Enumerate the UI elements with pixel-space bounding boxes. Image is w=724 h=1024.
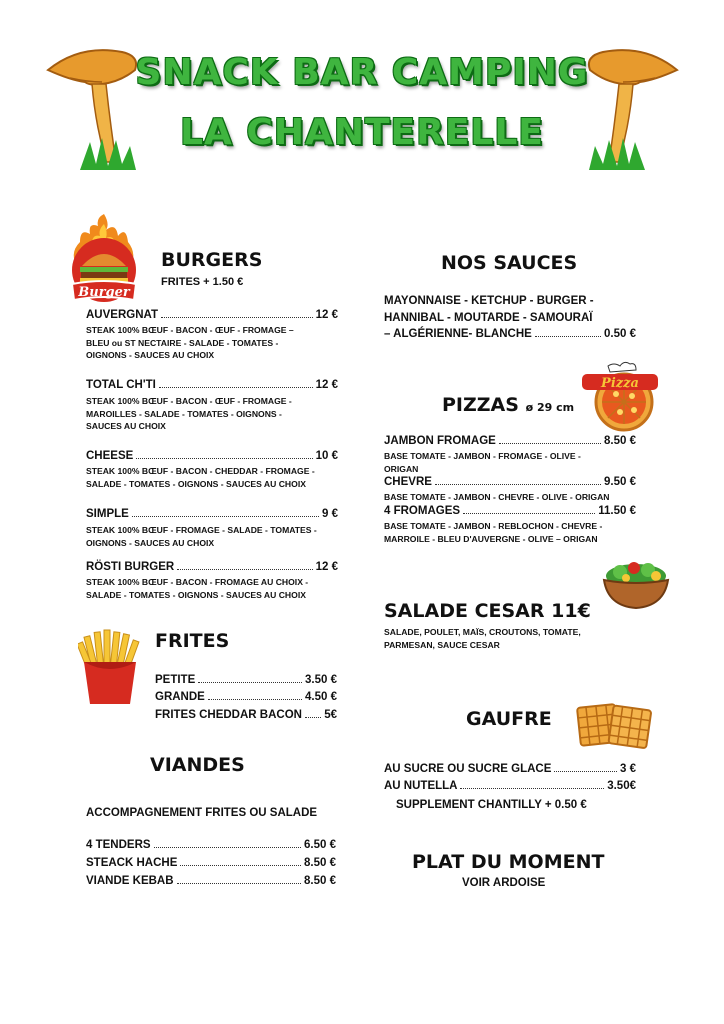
burgers-title: BURGERS — [161, 249, 263, 271]
item-price: 6.50 € — [304, 839, 336, 851]
sauces-price-row: – ALGÉRIENNE- BLANCHE 0.50 € — [384, 328, 636, 340]
burger-item-auvergnat — [86, 309, 338, 321]
burger-desc-total-chti: STEAK 100% BŒUF - BACON - ŒUF - FROMAGE - MAROILLES - SALADE - TOMATES - OIGNONS - SAUCES AU CHOIX — [86, 396, 292, 431]
item-price: 4.50 € — [305, 691, 337, 703]
waffle-icon — [575, 700, 655, 752]
item-name: CHEVRE — [384, 476, 432, 488]
item-price: 3.50 € — [305, 674, 337, 686]
plat-title: PLAT DU MOMENT — [412, 851, 605, 873]
viande-item-tenders — [86, 839, 336, 851]
item-price: 11.50 € — [598, 505, 636, 517]
item-name: CHEESE — [86, 450, 134, 462]
sauces-line-1: MAYONNAISE - KETCHUP - BURGER - — [384, 295, 594, 307]
burger-item-simple — [86, 508, 338, 520]
item-price: 8.50 € — [304, 857, 336, 869]
title-line-2: LA CHANTERELLE — [180, 112, 544, 153]
item-name: GRANDE — [155, 691, 205, 703]
fries-icon — [78, 628, 142, 706]
burger-item-total-chti — [86, 379, 338, 391]
burger-item-rosti — [86, 561, 338, 573]
salade-title: SALADE CESAR 11€ — [384, 600, 591, 622]
item-name: FRITES CHEDDAR BACON — [155, 709, 302, 721]
item-name: JAMBON FROMAGE — [384, 435, 496, 447]
burger-icon — [66, 212, 142, 304]
item-name: RÖSTI BURGER — [86, 561, 175, 573]
item-price: 3 € — [620, 763, 636, 775]
burger-desc-cheese: STEAK 100% BŒUF - BACON - CHEDDAR - FROMAGE - SALADE - TOMATES - OIGNONS - SAUCES AU CHOIX — [86, 466, 315, 489]
item-name: 4 FROMAGES — [384, 505, 461, 517]
burger-item-cheese — [86, 450, 338, 462]
item-price: 10 € — [315, 450, 338, 462]
frites-item-cheddar — [155, 709, 337, 721]
frites-item-petite — [155, 674, 337, 686]
burger-desc-simple: STEAK 100% BŒUF - FROMAGE - SALADE - TOMATES - OIGNONS - SAUCES AU CHOIX — [86, 525, 317, 548]
sauces-title: NOS SAUCES — [441, 252, 578, 274]
pizza-item-chevre — [384, 476, 636, 488]
frites-item-grande — [155, 691, 337, 703]
item-price: 9.50 € — [604, 476, 636, 488]
pizza-desc-chevre: BASE TOMATE - JAMBON - CHEVRE - OLIVE - ORIGAN — [384, 492, 610, 502]
item-name: TOTAL CH'TI — [86, 379, 156, 391]
viandes-title: VIANDES — [150, 754, 245, 776]
burger-desc-auvergnat: STEAK 100% BŒUF - BACON - ŒUF - FROMAGE – BLEU ou ST NECTAIRE - SALADE - TOMATES - OIGNONS - SAUCES AU CHOIX — [86, 325, 294, 360]
item-price: 3.50€ — [607, 780, 636, 792]
gaufre-item-sucre — [384, 763, 636, 775]
sauces-line-2: HANNIBAL - MOUTARDE - SAMOURAÏ — [384, 312, 593, 324]
salad-bowl-icon — [600, 556, 672, 612]
burgers-subtitle: FRITES + 1.50 € — [161, 276, 244, 288]
item-name: AU NUTELLA — [384, 780, 458, 792]
plat-subtitle: VOIR ARDOISE — [462, 877, 546, 889]
item-name: VIANDE KEBAB — [86, 875, 174, 887]
gaufre-title: GAUFRE — [466, 708, 552, 730]
viande-item-kebab — [86, 875, 336, 887]
pizzas-size: ø 29 cm — [525, 401, 575, 414]
item-price: 12 € — [315, 309, 338, 321]
pizzas-title: PIZZAS ø 29 cm — [442, 394, 575, 416]
burger-badge-text: Burger — [78, 285, 130, 300]
item-name: 4 TENDERS — [86, 839, 151, 851]
pizza-badge-text: Pizza — [601, 376, 639, 391]
item-price: 5€ — [324, 709, 337, 721]
item-price: 8.50 € — [304, 875, 336, 887]
frites-title: FRITES — [155, 630, 230, 652]
item-name: SIMPLE — [86, 508, 129, 520]
pizza-item-4-fromages — [384, 505, 636, 517]
item-price: 8.50 € — [604, 435, 636, 447]
gaufre-item-nutella — [384, 780, 636, 792]
item-price: 12 € — [315, 379, 338, 391]
burger-desc-rosti: STEAK 100% BŒUF - BACON - FROMAGE AU CHOIX - SALADE - TOMATES - OIGNONS - SAUCES AU CHOIX — [86, 577, 309, 600]
viandes-note: ACCOMPAGNEMENT FRITES OU SALADE — [86, 807, 318, 819]
item-name: AU SUCRE OU SUCRE GLACE — [384, 763, 552, 775]
pizza-desc-4-fromages: BASE TOMATE - JAMBON - REBLOCHON - CHEVRE - MARROILE - BLEU D'AUVERGNE - OLIVE – ORIGAN — [384, 521, 603, 544]
item-name: AUVERGNAT — [86, 309, 158, 321]
pizza-desc-jambon-fromage: BASE TOMATE - JAMBON - FROMAGE - OLIVE - ORIGAN — [384, 451, 581, 474]
item-price: 9 € — [322, 508, 338, 520]
pizza-icon — [580, 360, 660, 432]
item-price: 12 € — [315, 561, 338, 573]
pizza-item-jambon-fromage — [384, 435, 636, 447]
item-name: STEACK HACHE — [86, 857, 178, 869]
salade-desc: SALADE, POULET, MAÏS, CROUTONS, TOMATE, PARMESAN, SAUCE CESAR — [384, 627, 581, 650]
viande-item-steack — [86, 857, 336, 869]
item-name: PETITE — [155, 674, 196, 686]
title-line-1: SNACK BAR CAMPING — [135, 52, 589, 93]
sauces-price: 0.50 € — [604, 328, 636, 340]
gaufre-supplement: SUPPLEMENT CHANTILLY + 0.50 € — [396, 799, 587, 811]
